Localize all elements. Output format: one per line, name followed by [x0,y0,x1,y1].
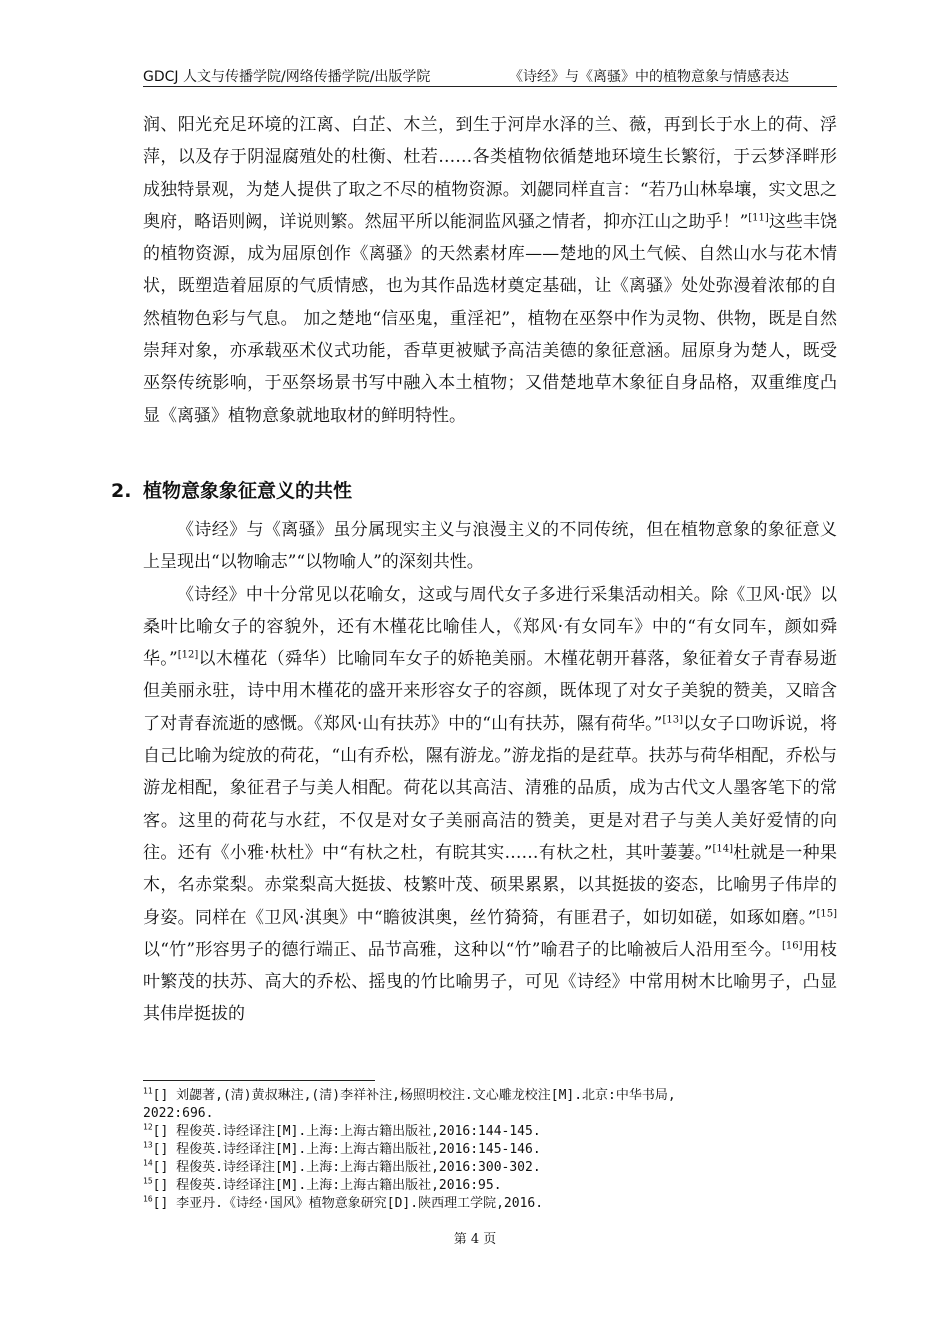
footnote-text-continued: 2022:696. [143,1106,214,1121]
footnote-text: 程俊英.诗经译注[M].上海:上海古籍出版社,2016:144-145. [176,1124,541,1139]
footnote-number: 16 [143,1194,153,1204]
footnote-mark: [] [152,1124,169,1139]
footnote-item [143,1123,837,1141]
p3-text-4: 杜就是一种果木，名赤棠梨。赤棠梨高大挺拔、枝繁叶茂、硕果累累，以其挺拔的姿态，比喻男子伟岸的身姿。同样在《卫风·淇奥》中“瞻彼淇奥，丝竹猗猗，有匪君子，如切如磋，如琢如磨。” [143,842,837,928]
footnote-number: 13 [143,1140,153,1150]
footnote-mark: [] [152,1160,169,1175]
section-body [143,514,837,1031]
footnote-number: 12 [143,1122,153,1132]
footnote-item [143,1177,837,1195]
footnote-text: 程俊英.诗经译注[M].上海:上海古籍出版社,2016:300-302. [176,1160,541,1175]
footnote-item [143,1195,837,1213]
section-title: 植物意象象征意义的共性 [143,480,353,502]
intro-paragraph-block [143,109,837,432]
footnote-item [143,1087,837,1123]
footnote-divider [143,1080,375,1081]
page-number: 第 4 页 [453,1232,497,1247]
footnote-text: 刘勰著,(清)黄叔琳注,(清)李祥补注,杨照明校注.文心雕龙校注[M].北京:中华书局, [176,1088,676,1103]
footnote-number: 11 [143,1086,153,1096]
intro-text-2: 这些丰饶的植物资源，成为屈原创作《离骚》的天然素材库——楚地的风土气候、自然山水与花木情状，既塑造着屈原的气质情感，也为其作品选材奠定基础，让《离骚》处处弥漫着浓郁的自然植物色彩与气息。 加之楚地“信巫鬼，重淫祀”，植物在巫祭中作为灵物、供物，既是自然崇拜对象，亦承载巫术仪式功能，香草更被赋予高洁美德的象征意涵。屈原身为楚人，既受巫祭传统影响，于巫祭场景书写中融入本土植物；又借楚地草木象征自身品格，双重维度凸显《离骚》植物意象就地取材的鲜明特性。 [143,211,837,426]
page-header [143,64,837,87]
header-institution: GDCJ 人文与传播学院/网络传播学院/出版学院 [143,69,431,85]
footnote-number: 15 [143,1176,153,1186]
footnote-item [143,1141,837,1159]
footnote-mark: [] [152,1142,169,1157]
footnote-text: 李亚丹.《诗经·国风》植物意象研究[D].陕西理工学院,2016. [176,1196,544,1211]
paragraph-2: 《诗经》与《离骚》虽分属现实主义与浪漫主义的不同传统，但在植物意象的象征意义上呈现出“以物喻志”“以物喻人”的深刻共性。 [143,520,837,573]
footnote-text: 程俊英.诗经译注[M].上海:上海古籍出版社,2016:145-146. [176,1142,541,1157]
footnote-text: 程俊英.诗经译注[M].上海:上海古籍出版社,2016:95. [176,1178,502,1193]
p3-text-3: 以女子口吻诉说，将自己比喻为绽放的荷花，“山有乔松，隰有游龙。”游龙指的是荭草。扶苏与荷华相配，乔松与游龙相配，象征君子与美人相配。荷花以其高洁、清雅的品质，成为古代文人墨客笔下的常客。这里的荷花与水荭，不仅是对女子美丽高洁的赞美，更是对君子与美人美好爱情的向往。还有《小雅·杕杜》中“有杕之杜，有睆其实……有杕之杜，其叶萋萋。” [143,713,837,863]
paragraph-3 [143,579,837,1031]
p3-text-2: 以木槿花（舜华）比喻同车女子的娇艳美丽。木槿花朝开暮落，象征着女子青春易逝但美丽永驻，诗中用木槿花的盛开来形容女子的容颜，既体现了对女子美貌的赞美，又暗含了对青春流逝的感慨。《郑风·山有扶苏》中的“山有扶苏，隰有荷华。” [143,649,837,734]
intro-text-1: 润、阳光充足环境的江离、白芷、木兰，到生于河岸水泽的兰、薇，再到长于水上的荷、浮萍，以及存于阴湿腐殖处的杜衡、杜若……各类植物依循楚地环境生长繁衍，于云梦泽畔形成独特景观，为楚人提供了取之不尽的植物资源。刘勰同样直言：“若乃山林皋壤，实文思之奥府，略语则阙，详说则繁。然屈平所以能洞监风骚之情者，抑亦江山之助乎！” [143,115,837,232]
footnote-item [143,1159,837,1177]
section-number: 2. [111,480,132,502]
section-heading [111,476,352,503]
footnote-mark: [] [152,1088,169,1103]
citation-11: [11] [748,212,769,224]
citation-13: [13] [662,714,683,726]
footnote-mark: [] [152,1178,169,1193]
p3-text-5: 以“竹”形容男子的德行端正、品节高雅，这种以“竹”喻君子的比喻被后人沿用至今。 [143,939,782,960]
footnotes [143,1087,837,1213]
citation-14: [14] [712,843,733,855]
header-title: 《诗经》与《离骚》中的植物意象与情感表达 [509,69,789,85]
footnote-mark: [] [152,1196,169,1211]
intro-paragraph [143,109,837,432]
citation-16: [16] [782,940,803,952]
footnote-number: 14 [143,1158,153,1168]
p3-text-1: 《诗经》中十分常见以花喻女，这或与周代女子多进行采集活动相关。除《卫风·氓》以桑叶比喻女子的容貌外，还有木槿花比喻佳人，《郑风·有女同车》中的“有女同车，颜如舜华。” [143,584,837,670]
citation-12: [12] [177,649,199,661]
p3-text-6: 用枝叶繁茂的扶苏、高大的乔松、摇曳的竹比喻男子，可见《诗经》中常用树木比喻男子，凸显其伟岸挺拔的 [143,939,838,1025]
citation-15: [15] [816,907,837,919]
